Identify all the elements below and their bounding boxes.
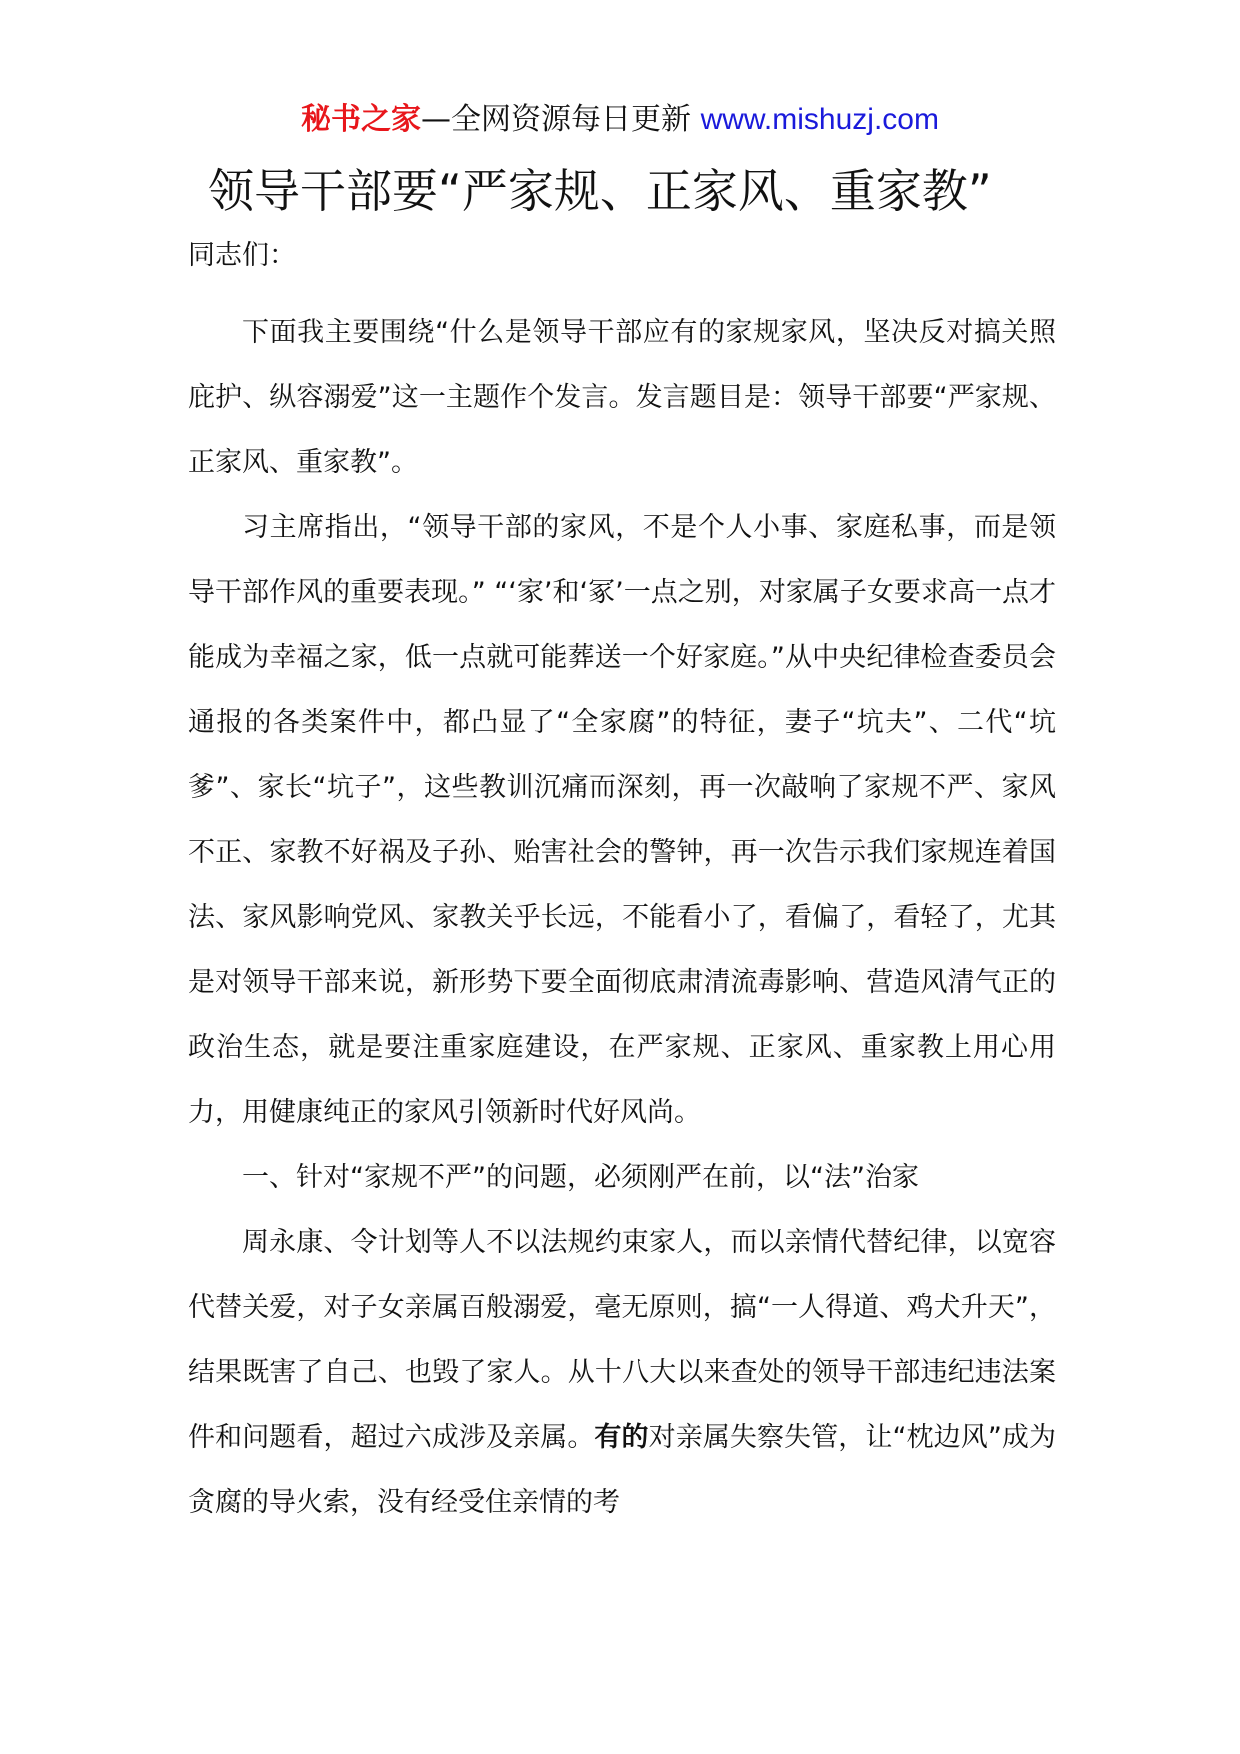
paragraph-text: 周永康、令计划等人不以法规约束家人，而以亲情代替纪律，以宽容代替关爱，对子女亲属百般溺爱，毫无原则，搞“一人得道、鸡犬升天”，结果既害了自己、也毁了家人。从十八大以来查处的领导干部违纪违法案件和问题看，超过六成涉及亲属。 [188, 1227, 1056, 1453]
document-title: 领导干部要“严家规、正家风、重家教” [208, 164, 992, 218]
bold-text: 有的 [594, 1422, 649, 1453]
site-header [0, 100, 1240, 140]
document-body [188, 236, 1056, 1535]
brand-name: 秘书之家 [301, 102, 422, 137]
paragraph: 下面我主要围绕“什么是领导干部应有的家规家风，坚决反对搞关照庇护、纵容溺爱”这一主题作个发言。发言题目是：领导干部要“严家规、正家风、重家教”。 [188, 317, 1056, 478]
paragraph-text: 对亲属失察失管，让“枕边风”成为贪腐的导火索，没有经受住亲情的考 [188, 1422, 1057, 1518]
paragraph: 习主席指出，“领导干部的家风，不是个人小事、家庭私事，而是领导干部作风的重要表现。” “‘家’和‘冢’一点之别，对家属子女要求高一点才能成为幸福之家，低一点就可能葬送一个好家庭。”从中央纪律检查委员会通报的各类案件中，都凸显了“全家腐”的特征，妻子“坑夫”、二代“坑爹”、家长“坑子”，这些教训沉痛而深刻，再一次敲响了家规不严、家风不正、家教不好祸及子孙、贻害社会的警钟，再一次告示我们家规连着国法、家风影响党风、家教关乎长远，不能看小了，看偏了，看轻了，尤其是对领导干部来说，新形势下要全面彻底肃清流毒影响、营造风清气正的政治生态，就是要注重家庭建设，在严家规、正家风、重家教上用心用力，用健康纯正的家风引领新时代好风尚。 [188, 512, 1056, 1128]
paragraph [188, 1210, 1056, 1535]
section-heading: 一、针对“家规不严”的问题，必须刚严在前，以“法”治家 [242, 1162, 919, 1193]
salutation: 同志们： [188, 240, 296, 271]
header-tagline: —全网资源每日更新 [421, 102, 701, 137]
site-url: www.mishuzj.com [700, 103, 939, 136]
